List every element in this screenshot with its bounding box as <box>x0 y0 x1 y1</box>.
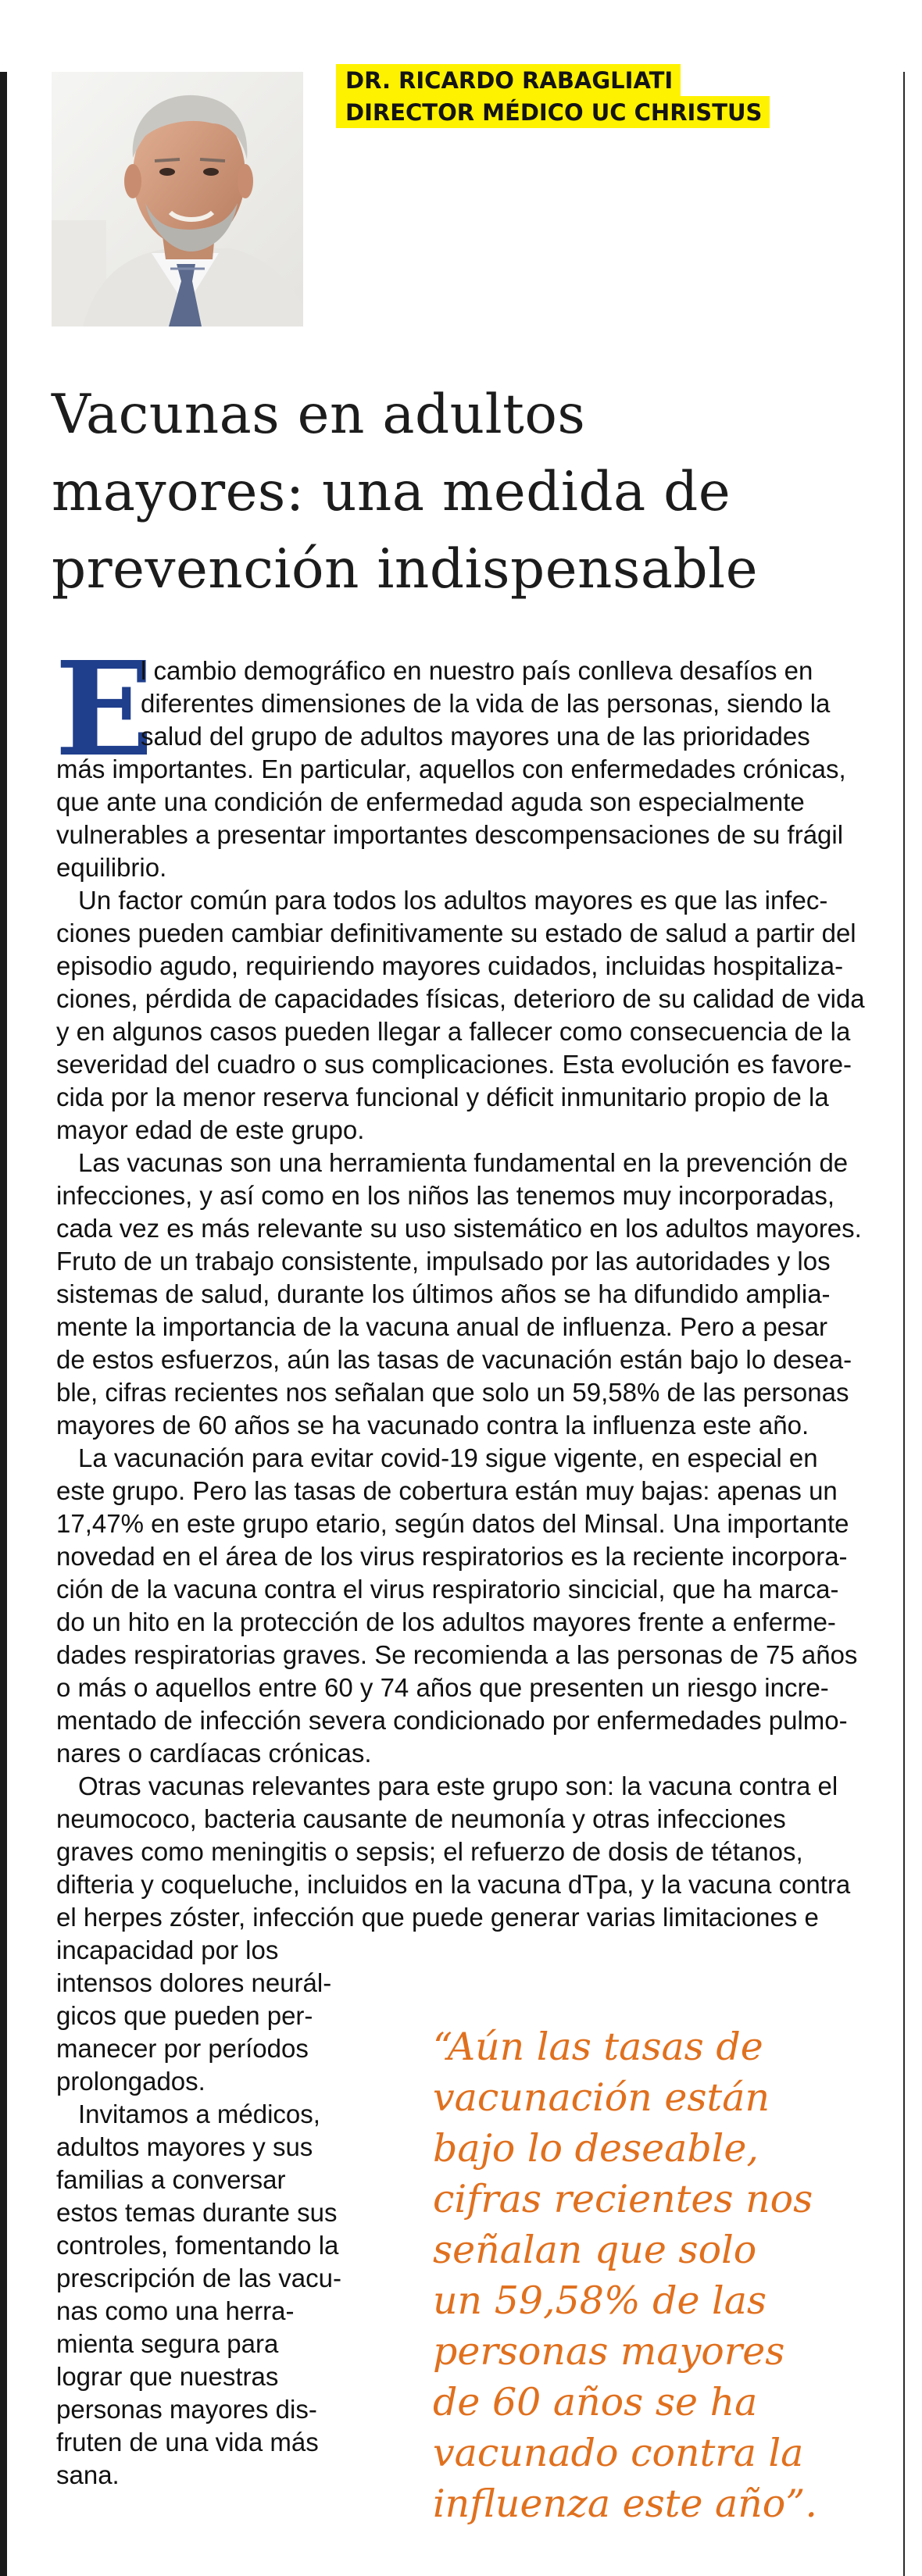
pull-quote-line: “Aún las tasas de <box>433 2025 763 2069</box>
left-column-rule <box>0 72 7 2576</box>
body-line: nas como una herra- <box>56 2296 295 2325</box>
body-line: prescripción de las vacu- <box>56 2264 341 2292</box>
body-line: mienta segura para <box>56 2329 279 2358</box>
body-line: Las vacunas son una herramienta fundamental en la prevención de <box>78 1148 849 1177</box>
body-line: graves como meningitis o sepsis; el refuerzo de dosis de tétanos, <box>56 1837 803 1866</box>
body-line: infecciones, y así como en los niños las tenemos muy incorporadas, <box>56 1181 834 1210</box>
body-line: estos temas durante sus <box>56 2198 338 2227</box>
body-line: nares o cardíacas crónicas. <box>56 1739 372 1768</box>
author-role: DIRECTOR MÉDICO UC CHRISTUS <box>336 96 770 128</box>
body-line: adultos mayores y sus <box>56 2132 313 2161</box>
drop-cap: E <box>55 633 154 786</box>
body-line: ciones, pérdida de capacidades físicas, deterioro de su calidad de vida <box>56 984 865 1013</box>
body-line: dades respiratorias graves. Se recomienda a las personas de 75 años <box>56 1640 858 1669</box>
author-name: DR. RICARDO RABAGLIATI <box>336 64 681 96</box>
right-column-rule <box>903 72 905 2576</box>
body-line: ciones pueden cambiar definitivamente su estado de salud a partir del <box>56 919 856 947</box>
body-line: sistemas de salud, durante los últimos años se ha difundido amplia- <box>56 1279 831 1308</box>
author-byline <box>336 64 770 128</box>
body-line: ción de la vacuna contra el virus respiratorio sincicial, que ha marca- <box>56 1575 839 1604</box>
headline-line: prevención indispensable <box>52 538 759 601</box>
body-line: diferentes dimensiones de la vida de las personas, siendo la <box>141 689 831 718</box>
pull-quote-line: vacunación están <box>433 2075 770 2120</box>
body-line: cada vez es más relevante su uso sistemático en los adultos mayores. <box>56 1214 862 1243</box>
body-line: sana. <box>56 2460 120 2489</box>
body-line: el herpes zóster, infección que puede generar varias limitaciones e <box>56 1903 819 1932</box>
body-line: mayor edad de este grupo. <box>56 1115 365 1144</box>
body-line: fruten de una vida más <box>56 2428 319 2456</box>
pull-quote-line: bajo lo deseable, <box>433 2126 759 2171</box>
headline-line: mayores: una medida de <box>52 461 731 523</box>
body-line: cida por la menor reserva funcional y déficit inmunitario propio de la <box>56 1083 829 1111</box>
body-line: mentado de infección severa condicionado por enfermedades pulmo- <box>56 1706 848 1735</box>
body-line: 17,47% en este grupo etario, según datos del Minsal. Una importante <box>56 1509 849 1538</box>
body-line: manecer por períodos <box>56 2034 309 2063</box>
body-line: este grupo. Pero las tasas de cobertura están muy bajas: apenas un <box>56 1476 838 1505</box>
body-line: o más o aquellos entre 60 y 74 años que presenten un riesgo incre- <box>56 1673 829 1702</box>
pull-quote-line: personas mayores <box>433 2329 785 2374</box>
pull-quote-line: influenza este año”. <box>433 2481 817 2526</box>
body-line: Fruto de un trabajo consistente, impulsado por las autoridades y los <box>56 1247 831 1276</box>
body-line: y en algunos casos pueden llegar a fallecer como consecuencia de la <box>56 1017 851 1046</box>
headline-line: Vacunas en adultos <box>52 384 586 446</box>
body-line: intensos dolores neurál- <box>56 1968 332 1997</box>
body-line: neumococo, bacteria causante de neumonía y otras infecciones <box>56 1804 786 1833</box>
pull-quote-line: señalan que solo <box>433 2228 757 2272</box>
body-line: do un hito en la protección de los adultos mayores frente a enferme- <box>56 1607 836 1636</box>
body-line: l cambio demográfico en nuestro país conlleva desafíos en <box>141 656 813 685</box>
body-line: severidad del cuadro o sus complicaciones. Esta evolución es favore- <box>56 1050 852 1079</box>
pull-quote-line: cifras recientes nos <box>433 2177 813 2221</box>
body-line: equilibrio. <box>56 853 167 882</box>
body-line: de estos esfuerzos, aún las tasas de vacunación están bajo lo desea- <box>56 1345 852 1374</box>
body-line: controles, fomentando la <box>56 2231 339 2260</box>
body-line: vulnerables a presentar importantes descompensaciones de su frágil <box>56 820 844 849</box>
pull-quote-line: un 59,58% de las <box>433 2278 767 2323</box>
body-line: personas mayores dis- <box>56 2395 317 2424</box>
body-line: ble, cifras recientes nos señalan que solo un 59,58% de las personas <box>56 1378 849 1407</box>
body-line: novedad en el área de los virus respiratorios es la reciente incorpora- <box>56 1542 848 1571</box>
body-line: familias a conversar <box>56 2165 286 2194</box>
body-line: salud del grupo de adultos mayores una de las prioridades <box>141 722 810 751</box>
article-headline <box>52 376 880 608</box>
author-photo <box>52 72 303 326</box>
body-line: La vacunación para evitar covid-19 sigue vigente, en especial en <box>78 1443 818 1472</box>
body-line: difteria y coqueluche, incluidos en la vacuna dTpa, y la vacuna contra <box>56 1870 851 1899</box>
body-line: mente la importancia de la vacuna anual de influenza. Pero a pesar <box>56 1312 827 1341</box>
body-line: episodio agudo, requiriendo mayores cuidados, incluidas hospitaliza- <box>56 951 844 980</box>
body-line: incapacidad por los <box>56 1936 279 1964</box>
body-line: Otras vacunas relevantes para este grupo son: la vacuna contra el <box>78 1771 838 1800</box>
body-line: mayores de 60 años se ha vacunado contra la influenza este año. <box>56 1411 809 1440</box>
body-line: lograr que nuestras <box>56 2362 279 2391</box>
body-line: más importantes. En particular, aquellos con enfermedades crónicas, <box>56 755 846 783</box>
body-line: prolongados. <box>56 2067 205 2096</box>
pull-quote-line: vacunado contra la <box>433 2431 804 2475</box>
body-line: Invitamos a médicos, <box>78 2100 320 2128</box>
body-line: gicos que pueden per- <box>56 2001 313 2030</box>
pull-quote-line: de 60 años se ha <box>433 2380 758 2424</box>
body-line: que ante una condición de enfermedad aguda son especialmente <box>56 787 805 816</box>
body-line: Un factor común para todos los adultos mayores es que las infec- <box>78 886 828 915</box>
